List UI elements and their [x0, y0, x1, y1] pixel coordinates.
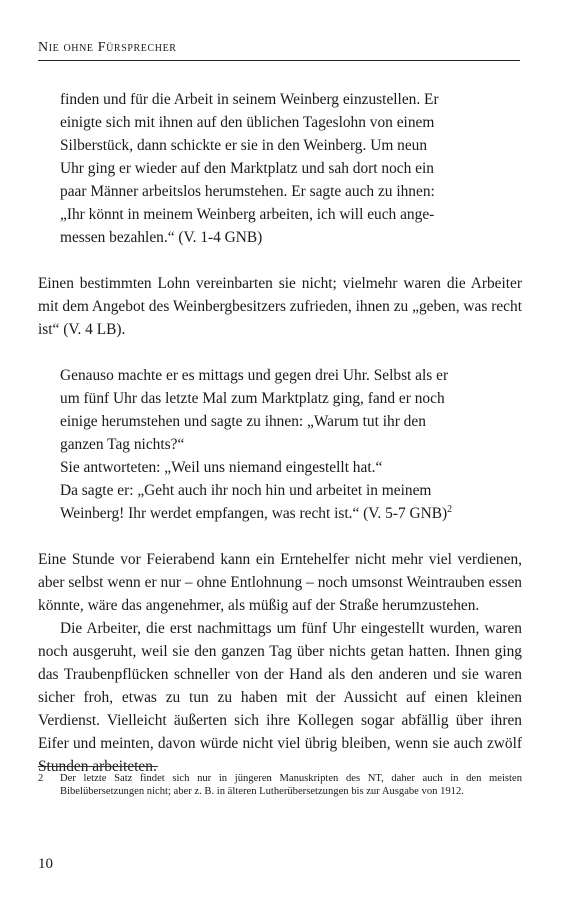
quote-line-text: Weinberg! Ihr werdet empfangen, was recht ist.“ (V. 5-7 GNB) [60, 505, 448, 522]
quote-line: Sie antworteten: „Weil uns niemand eingestellt hat.“ [60, 459, 383, 476]
footnote-ref[interactable]: 2 [447, 504, 453, 515]
footnote [38, 772, 522, 798]
quote-line: finden und für die Arbeit in seinem Weinberg einzustellen. Er [60, 91, 439, 108]
paragraph-1: Einen bestimmten Lohn vereinbarten sie nicht; vielmehr waren die Arbeiter mit dem Angebot des Weinbergbesitzers zufrieden, ihnen zu „geben, was recht ist“ (V. 4 LB). [38, 275, 522, 338]
quote-line: messen bezahlen.“ (V. 1-4 GNB) [60, 229, 263, 246]
quote-line: ganzen Tag nichts?“ [60, 436, 185, 453]
quote-line: paar Männer arbeitslos herumstehen. Er sagte auch zu ihnen: [60, 183, 435, 200]
running-header [38, 40, 520, 61]
paragraph-3: Die Arbeiter, die erst nachmittags um fünf Uhr eingestellt wurden, waren noch ausgeruht, weil sie den ganzen Tag über nichts getan hatten. Ihnen ging das Traubenpflücken schneller von der Hand als den anderen und sie waren sicher froh, etwas zu tun zu haben mit der Aussicht auf einen kleinen Verdienst. Vielleicht äußerten sich ihre Kollegen sogar abfällig über ihren Eifer und meinten, davon würde nicht viel übrig bleiben, wenn sie auch zwölf Stunden arbeiteten. [38, 620, 522, 775]
block-quote-1 [38, 88, 522, 249]
quote-line: Silberstück, dann schickte er sie in den Weinberg. Um neun [60, 137, 428, 154]
footnote-number: 2 [38, 773, 44, 784]
footnote-divider [38, 766, 158, 767]
quote-line: einige herumstehen und sagte zu ihnen: „Warum tut ihr den [60, 413, 426, 430]
page-number: 10 [38, 856, 53, 872]
quote-line: Genauso machte er es mittags und gegen drei Uhr. Selbst als er [60, 367, 449, 384]
paragraph-2: Eine Stunde vor Feierabend kann ein Erntehelfer nicht mehr viel verdienen, aber selbst wenn er nur – ohne Entlohnung – noch umsonst Weintrauben essen könnte, wäre das angenehmer, als müßig auf der Straße herumzustehen. [38, 551, 522, 614]
page-body [38, 88, 522, 778]
quote-line: einigte sich mit ihnen auf den üblichen Tageslohn von einem [60, 114, 435, 131]
quote-line: „Ihr könnt in meinem Weinberg arbeiten, ich will euch ange- [60, 206, 435, 223]
quote-line: um fünf Uhr das letzte Mal zum Marktplatz ging, fand er noch [60, 390, 445, 407]
quote-line: Uhr ging er wieder auf den Marktplatz und sah dort noch ein [60, 160, 434, 177]
quote-line-last [60, 502, 500, 525]
footnote-text: Der letzte Satz findet sich nur in jüngeren Manuskripten des NT, daher auch in den meisten Bibelübersetzungen nicht; aber z. B. in älteren Lutherübersetzungen bis zur Ausgabe von 1912. [60, 773, 522, 797]
quote-line: Da sagte er: „Geht auch ihr noch hin und arbeitet in meinem [60, 482, 432, 499]
block-quote-2 [38, 364, 522, 525]
running-header-title: Nie ohne Fürsprecher [38, 40, 177, 55]
